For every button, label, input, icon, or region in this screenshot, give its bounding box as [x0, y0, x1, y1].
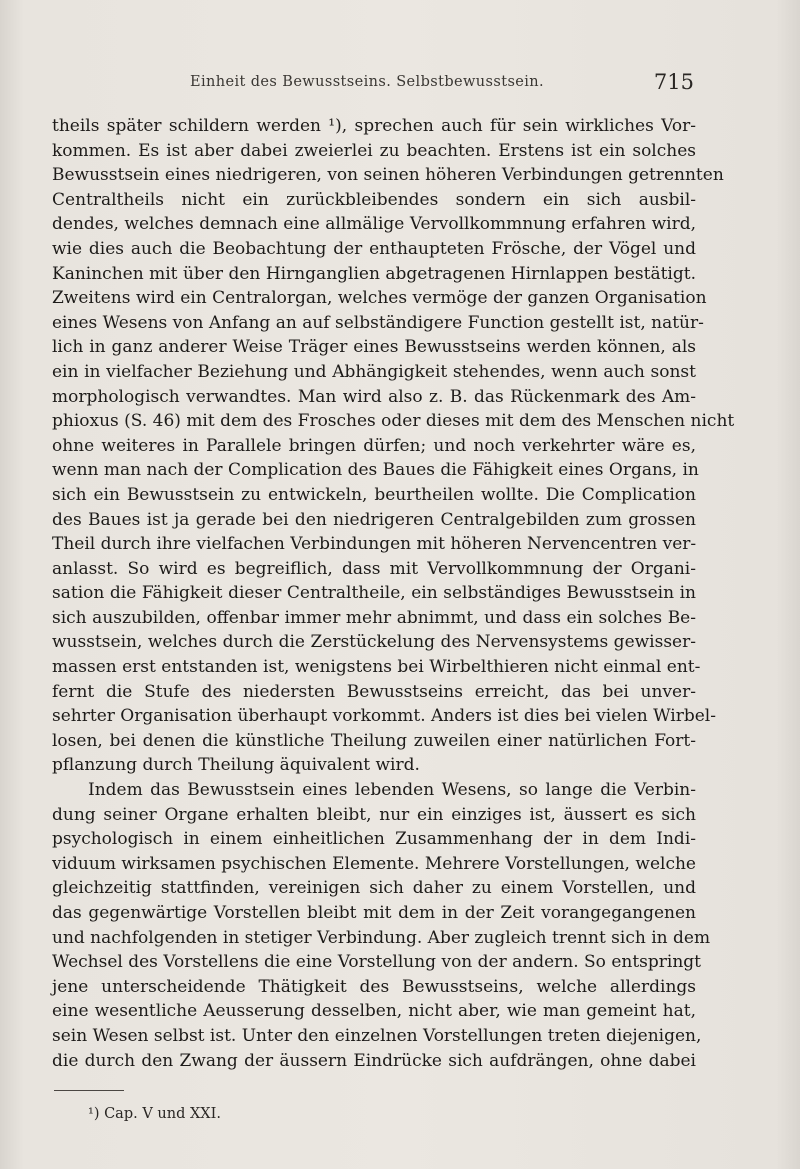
text-line: eines Wesens von Anfang an auf selbständigere Function gestellt ist, natür- — [52, 312, 704, 333]
text-line: massen erst entstanden ist, wenigstens bei Wirbelthieren nicht einmal ent- — [52, 657, 701, 678]
text-line: Kaninchen mit über den Hirnganglien abgetragenen Hirnlappen bestätigt. — [52, 263, 696, 284]
footnote: ¹) Cap. V und XXI. — [88, 1106, 221, 1122]
text-line: wie dies auch die Beobachtung der enthaupteten Frösche, der Vögel und — [52, 238, 696, 259]
text-line: theils später schildern werden ¹), sprechen auch für sein wirkliches Vor- — [52, 116, 696, 136]
body-text — [52, 114, 735, 1073]
text-line: eine wesentliche Aeusserung desselben, nicht aber, wie man gemeint hat, — [52, 1001, 696, 1022]
text-line: pflanzung durch Theilung äquivalent wird. — [52, 755, 420, 776]
text-line: psychologisch in einem einheitlichen Zusammenhang der in dem Indi- — [52, 829, 696, 850]
text-line: dung seiner Organe erhalten bleibt, nur ein einziges ist, äussert es sich — [52, 804, 696, 825]
text-line: Indem das Bewusstsein eines lebenden Wesens, so lange die Verbin- — [88, 780, 696, 801]
text-line: Centraltheils nicht ein zurückbleibendes sondern ein sich ausbil- — [52, 189, 696, 210]
page-number: 715 — [653, 70, 694, 94]
text-line: die durch den Zwang der äussern Eindrücke sich aufdrängen, ohne dabei — [52, 1050, 696, 1071]
text-line: sation die Fähigkeit dieser Centraltheile, ein selbständiges Bewusstsein in — [52, 583, 696, 604]
text-line: ohne weiteres in Parallele bringen dürfen; und noch verkehrter wäre es, — [52, 435, 696, 456]
text-line: Theil durch ihre vielfachen Verbindungen mit höheren Nervencentren ver- — [52, 534, 697, 555]
text-line: jene unterscheidende Thätigkeit des Bewusstseins, welche allerdings — [52, 976, 696, 997]
text-line: gleichzeitig stattfinden, vereinigen sich daher zu einem Vorstellen, und — [52, 878, 696, 899]
text-line: lich in ganz anderer Weise Träger eines Bewusstseins werden können, als — [52, 337, 696, 358]
text-line: wusstsein, welches durch die Zerstückelung des Nervensystems gewisser- — [52, 632, 696, 653]
text-line: anlasst. So wird es begreiflich, dass mit Vervollkommnung der Organi- — [52, 558, 696, 579]
text-line: das gegenwärtige Vorstellen bleibt mit dem in der Zeit vorangegangenen — [52, 903, 696, 923]
text-line: viduum wirksamen psychischen Elemente. Mehrere Vorstellungen, welche — [52, 853, 696, 874]
footnote-rule — [54, 1090, 124, 1091]
text-line: fernt die Stufe des niedersten Bewusstseins erreicht, das bei unver- — [52, 681, 696, 702]
text-line: ein in vielfacher Beziehung und Abhängigkeit stehendes, wenn auch sonst — [52, 361, 696, 382]
text-line: dendes, welches demnach eine allmälige Vervollkommnung erfahren wird, — [52, 214, 696, 235]
text-line: phioxus (S. 46) mit dem des Frosches oder dieses mit dem des Menschen nicht — [52, 411, 735, 432]
text-line: sehrter Organisation überhaupt vorkommt. Anders ist dies bei vielen Wirbel- — [52, 706, 716, 727]
text-line: Zweitens wird ein Centralorgan, welches vermöge der ganzen Organisation — [52, 288, 707, 309]
text-line: sein Wesen selbst ist. Unter den einzelnen Vorstellungen treten diejenigen, — [52, 1025, 702, 1046]
text-line: Wechsel des Vorstellens die eine Vorstellung von der andern. So entspringt — [52, 952, 701, 973]
text-line: des Baues ist ja gerade bei den niedrigeren Centralgebilden zum grossen — [52, 509, 696, 530]
page-header — [52, 70, 694, 100]
text-line: losen, bei denen die künstliche Theilung zuweilen einer natürlichen Fort- — [52, 730, 696, 751]
running-head: Einheit des Bewusstseins. Selbstbewusstsein. — [190, 74, 545, 90]
text-line: und nachfolgenden in stetiger Verbindung. Aber zugleich trennt sich in dem — [52, 927, 711, 948]
text-line: kommen. Es ist aber dabei zweierlei zu beachten. Erstens ist ein solches — [52, 140, 696, 161]
text-line: wenn man nach der Complication des Baues die Fähigkeit eines Organs, in — [52, 460, 699, 481]
text-line: Bewusstsein eines niedrigeren, von seinen höheren Verbindungen getrennten — [52, 165, 724, 186]
text-line: sich auszubilden, offenbar immer mehr abnimmt, und dass ein solches Be- — [52, 607, 696, 628]
text-line: sich ein Bewusstsein zu entwickeln, beurtheilen wollte. Die Complication — [52, 484, 696, 505]
text-line: morphologisch verwandtes. Man wird also z. B. das Rückenmark des Am- — [52, 386, 696, 407]
